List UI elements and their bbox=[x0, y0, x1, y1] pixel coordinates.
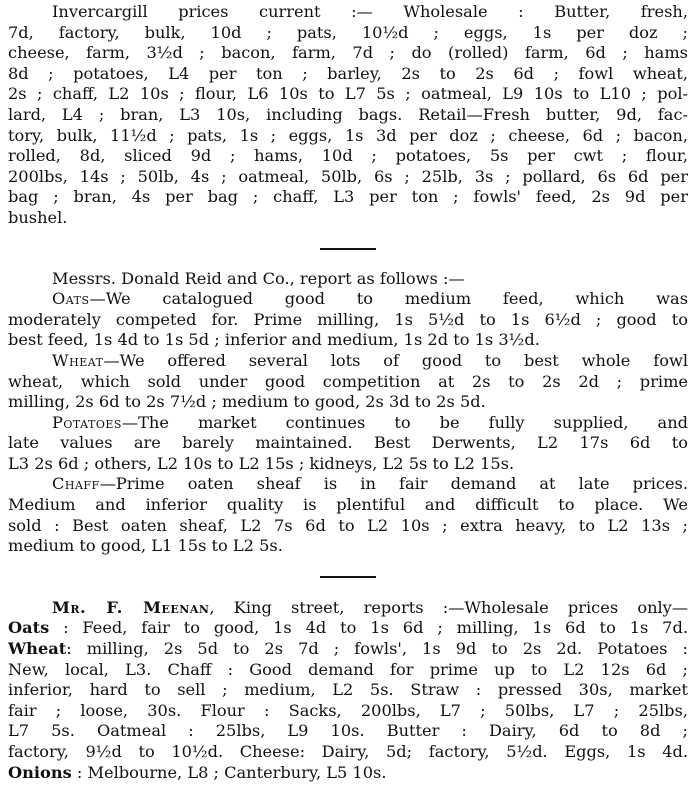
article-line: medium to good, L1 15s to L2 5s. bbox=[8, 536, 283, 556]
article-line: lard, L4 ; bran, L3 10s, including bags. Retail—Fresh butter, 9d, fac- bbox=[8, 104, 688, 124]
potatoes-paragraph-first bbox=[8, 413, 688, 434]
potatoes-heading: Potatoes bbox=[52, 412, 122, 432]
article-line: cheese, farm, 3½d ; bacon, farm, 7d ; do (rolled) farm, 6d ; hams bbox=[8, 43, 688, 63]
chaff-heading: Chaff bbox=[52, 474, 100, 494]
article-line: milling, 2s 6d to 2s 7½d ; medium to good, 2s 3d to 2s 5d. bbox=[8, 392, 486, 412]
wheat-heading: Wheat bbox=[52, 350, 104, 370]
line-text: : milling, 2s 5d to 2s 7d ; fowls', 1s 9d to 2s 2d. Potatoes : bbox=[66, 639, 688, 659]
article-line: L3 2s 6d ; others, L2 10s to L2 15s ; kidneys, L2 5s to L2 15s. bbox=[8, 453, 515, 473]
article-line bbox=[8, 680, 688, 701]
oats-text: —We catalogued good to medium feed, which was bbox=[89, 289, 688, 309]
line-text: : Feed, fair to good, 1s 4d to 1s 6d ; milling, 1s 6d to 1s 7d. bbox=[49, 618, 688, 638]
article-line: bag ; bran, 4s per bag ; chaff, L3 per ton ; fowls' feed, 2s 9d per bbox=[8, 187, 688, 207]
article-line: sold : Best oaten sheaf, L2 7s 6d to L2 10s ; extra heavy, to L2 13s ; bbox=[8, 515, 688, 535]
oats-heading: Oats bbox=[52, 289, 90, 309]
meenan-heading: Mr. F. Meenan bbox=[52, 597, 210, 617]
article-line: wheat, which sold under good competition at 2s to 2s 2d ; prime bbox=[8, 371, 688, 391]
article-line: 200lbs, 14s ; 50lb, 4s ; oatmeal, 50lb, 6s ; 25lb, 3s ; pollard, 6s 6d per bbox=[8, 166, 688, 186]
article-line: rolled, 8d, sliced 9d ; hams, 10d ; potatoes, 5s per cwt ; flour, bbox=[8, 146, 688, 166]
article-line: tory, bulk, 11½d ; pats, 1s ; eggs, 1s 3d per doz ; cheese, 6d ; bacon, bbox=[8, 125, 688, 145]
wheat-paragraph-first bbox=[8, 351, 688, 372]
line-text: New, local, L3. Chaff : Good demand for prime up to L2 12s 6d ; bbox=[8, 659, 688, 679]
wheat-text: —We offered several lots of good to best whole fowl bbox=[103, 350, 688, 370]
commodity-label: Wheat bbox=[8, 639, 67, 659]
chaff-paragraph-first bbox=[8, 474, 688, 495]
line-text: factory, 9½d to 10½d. Cheese: Dairy, 5d; factory, 5½d. Eggs, 1s 4d. bbox=[8, 742, 688, 761]
article-line bbox=[8, 763, 688, 784]
potatoes-text: —The market continues to be fully supplied, and bbox=[121, 412, 688, 432]
commodity-label: Onions bbox=[8, 762, 72, 782]
oats-paragraph-first bbox=[8, 289, 688, 310]
line-text: L7 5s. Oatmeal : 25lbs, L9 10s. Butter : Dairy, 6d to 8d ; bbox=[8, 721, 688, 741]
article-line bbox=[8, 660, 688, 681]
line-text: : Melbourne, L8 ; Canterbury, L5 10s. bbox=[71, 762, 387, 782]
article-line: late values are barely maintained. Best Derwents, L2 17s 6d to bbox=[8, 433, 688, 453]
donald-reid-report bbox=[8, 269, 688, 557]
article-line: Medium and inferior quality is plentiful and difficult to place. We bbox=[8, 495, 688, 515]
article-line bbox=[8, 742, 688, 763]
article-line: 8d ; potatoes, L4 per ton ; barley, 2s to 2s 6d ; fowl wheat, bbox=[8, 63, 688, 83]
article-line: moderately competed for. Prime milling, 1s 5½d to 1s 6½d ; good to bbox=[8, 309, 688, 329]
article-line bbox=[8, 721, 688, 742]
line-text: fair ; loose, 30s. Flour : Sacks, 200lbs, L7 ; 50lbs, L7 ; 25lbs, bbox=[8, 700, 688, 720]
chaff-text: —Prime oaten sheaf is in fair demand at late prices. bbox=[99, 474, 688, 494]
article-line: Invercargill prices current :— Wholesale : Butter, fresh, bbox=[52, 2, 688, 21]
article-line bbox=[8, 639, 688, 660]
meenan-report bbox=[8, 598, 688, 783]
article-line bbox=[8, 701, 688, 722]
meenan-text: , King street, reports :—Wholesale prices only— bbox=[209, 597, 688, 617]
article-line: bushel. bbox=[8, 207, 68, 227]
article-line bbox=[8, 618, 688, 639]
article-line: best feed, 1s 4d to 1s 5d ; inferior and medium, 1s 2d to 1s 3½d. bbox=[8, 330, 540, 350]
article-line: 2s ; chaff, L2 10s ; flour, L6 10s to L7 5s ; oatmeal, L9 10s to L10 ; pol- bbox=[8, 84, 688, 104]
article-line: 7d, factory, bulk, 10d ; pats, 10½d ; eggs, 1s per doz ; bbox=[8, 22, 688, 42]
line-text: inferior, hard to sell ; medium, L2 5s. Straw : pressed 30s, market bbox=[8, 680, 688, 700]
commodity-label: Oats bbox=[8, 618, 50, 638]
meenan-paragraph-first bbox=[8, 598, 688, 619]
invercargill-prices-article bbox=[8, 2, 688, 229]
report-intro: Messrs. Donald Reid and Co., report as follows :— bbox=[52, 268, 465, 288]
